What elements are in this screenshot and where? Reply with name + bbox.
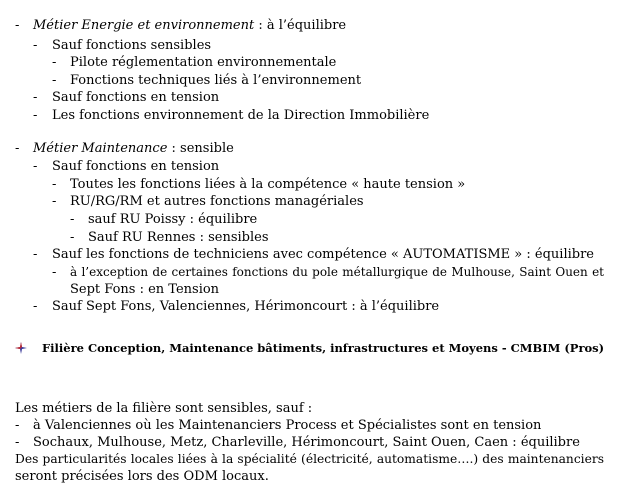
list-bullet: - [33,299,38,314]
list-bullet: - [33,159,38,174]
list-item: Sauf fonctions en tension [52,90,220,105]
list-item: à Valenciennes où les Maintenanciers Process et Spécialistes sont en tension [33,418,542,433]
paragraph-closing: Des particularités locales liées à la spécialité (électricité, automatisme….) des maintenanciers [15,452,604,466]
metier-title: Métier Energie et environnement [33,18,255,33]
paragraph-intro: Les métiers de la filière sont sensibles, sauf : [15,401,313,416]
list-bullet: - [33,38,38,53]
list-item: Sauf les fonctions de techniciens avec compétence « AUTOMATISME » : équilibre [52,247,594,262]
list-bullet: - [15,418,20,433]
filiere-heading: Filière Conception, Maintenance bâtiments, infrastructures et Moyens - CMBIM (Pros) [42,341,605,355]
metier-status: : sensible [167,141,234,156]
metier-title: Métier Maintenance [33,141,168,156]
list-item: RU/RG/RM et autres fonctions managériales [70,194,364,209]
list-bullet: - [52,265,57,280]
four-point-star-icon [15,342,27,354]
list-bullet: - [33,90,38,105]
list-bullet: - [52,177,57,192]
list-item-continuation: Sept Fons : en Tension [70,282,220,297]
list-item: sauf RU Poissy : équilibre [88,212,258,227]
list-bullet: - [15,435,20,450]
paragraph-closing-continuation: seront précisées lors des ODM locaux. [15,469,269,484]
list-item: Sochaux, Mulhouse, Metz, Charleville, Hérimoncourt, Saint Ouen, Caen : équilibre [33,435,580,450]
list-bullet: - [70,212,75,227]
list-bullet: - [52,55,57,70]
list-bullet: - [33,108,38,123]
list-bullet: - [52,73,57,88]
list-item: Sauf fonctions sensibles [52,38,212,53]
list-item: Fonctions techniques liés à l’environnement [70,73,362,88]
list-item: Pilote réglementation environnementale [70,55,337,70]
list-item: Sauf fonctions en tension [52,159,220,174]
section-heading-energie [33,17,346,35]
list-bullet: - [33,247,38,262]
list-item: Les fonctions environnement de la Direction Immobilière [52,108,430,123]
metier-status: : à l’équilibre [254,18,347,33]
list-bullet: - [52,194,57,209]
list-bullet: - [70,230,75,245]
list-item: Toutes les fonctions liées à la compétence « haute tension » [70,177,466,192]
list-item: Sauf RU Rennes : sensibles [88,230,269,245]
section-heading-maintenance [33,140,234,158]
list-item: à l’exception de certaines fonctions du pole métallurgique de Mulhouse, Saint Ouen et [70,265,604,279]
list-item: Sauf Sept Fons, Valenciennes, Hérimoncourt : à l’équilibre [52,299,440,314]
list-bullet: - [15,141,20,156]
list-bullet: - [15,18,20,33]
